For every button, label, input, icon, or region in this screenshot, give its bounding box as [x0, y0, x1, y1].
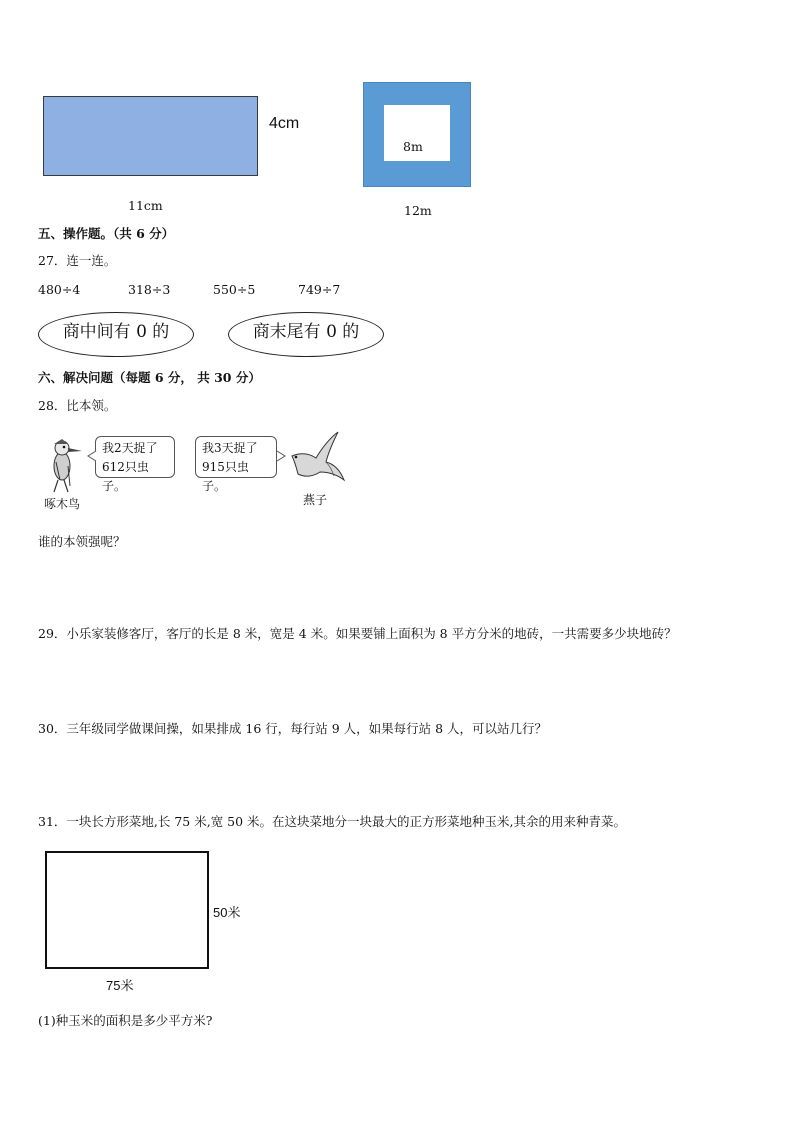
field-length-label: 75米 — [106, 978, 134, 993]
section-6-heading: 六、解决问题（每题 6 分， 共 30 分） — [38, 370, 261, 385]
swallow-bubble-line-2: 915只虫子。 — [202, 460, 249, 493]
oval-end-zero-label: 商末尾有 0 的 — [252, 322, 360, 342]
expression-2: 318÷3 — [128, 282, 171, 297]
swallow-speech-bubble — [195, 436, 277, 493]
field-width-label: 50米 — [213, 905, 241, 920]
section-5-heading: 五、操作题。（共 6 分） — [38, 226, 175, 241]
swallow-label: 燕子 — [303, 493, 328, 507]
question-28-title: 28．比本领。 — [38, 398, 117, 413]
oval-end-zero[interactable] — [228, 312, 384, 357]
question-31-part-1: (1)种玉米的面积是多少平方米? — [38, 1013, 213, 1028]
woodpecker-bubble-line-1: 我2天捉了 — [102, 441, 158, 455]
question-29: 29．小乐家装修客厅，客厅的长是 8 米，宽是 4 米。如果要铺上面积为 8 平方分米的地砖，一共需要多少块地砖？ — [38, 626, 677, 641]
question-27-title: 27．连一连。 — [38, 253, 117, 268]
swallow-bubble-tail — [276, 450, 286, 462]
rect-width-label: 11cm — [128, 198, 163, 213]
expression-1: 480÷4 — [38, 282, 81, 297]
oval-middle-zero[interactable] — [38, 312, 194, 357]
question-28-prompt: 谁的本领强呢？ — [38, 534, 126, 549]
swallow-bubble-line-1: 我3天捉了 — [202, 441, 258, 455]
woodpecker-speech-bubble — [95, 436, 175, 493]
vegetable-field-rectangle — [45, 851, 209, 969]
question-31: 31．一块长方形菜地,长 75 米,宽 50 米。在这块菜地分一块最大的正方形菜地种玉米,其余的用来种青菜。 — [38, 814, 627, 829]
woodpecker-bubble-line-2: 612只虫子。 — [102, 460, 149, 493]
swallow-icon — [286, 430, 346, 488]
woodpecker-label: 啄木鸟 — [44, 497, 81, 511]
expression-4: 749÷7 — [298, 282, 341, 297]
inner-square-label: 8m — [403, 139, 423, 154]
square-side-label: 12m — [404, 203, 432, 218]
rect-height-label: 4cm — [269, 115, 300, 132]
woodpecker-icon — [44, 436, 88, 494]
blue-rectangle — [43, 96, 258, 176]
expression-3: 550÷5 — [213, 282, 256, 297]
oval-middle-zero-label: 商中间有 0 的 — [62, 322, 170, 342]
question-30: 30．三年级同学做课间操，如果排成 16 行，每行站 9 人，如果每行站 8 人，可以站几行？ — [38, 721, 548, 736]
woodpecker-bubble-tail — [87, 450, 97, 462]
